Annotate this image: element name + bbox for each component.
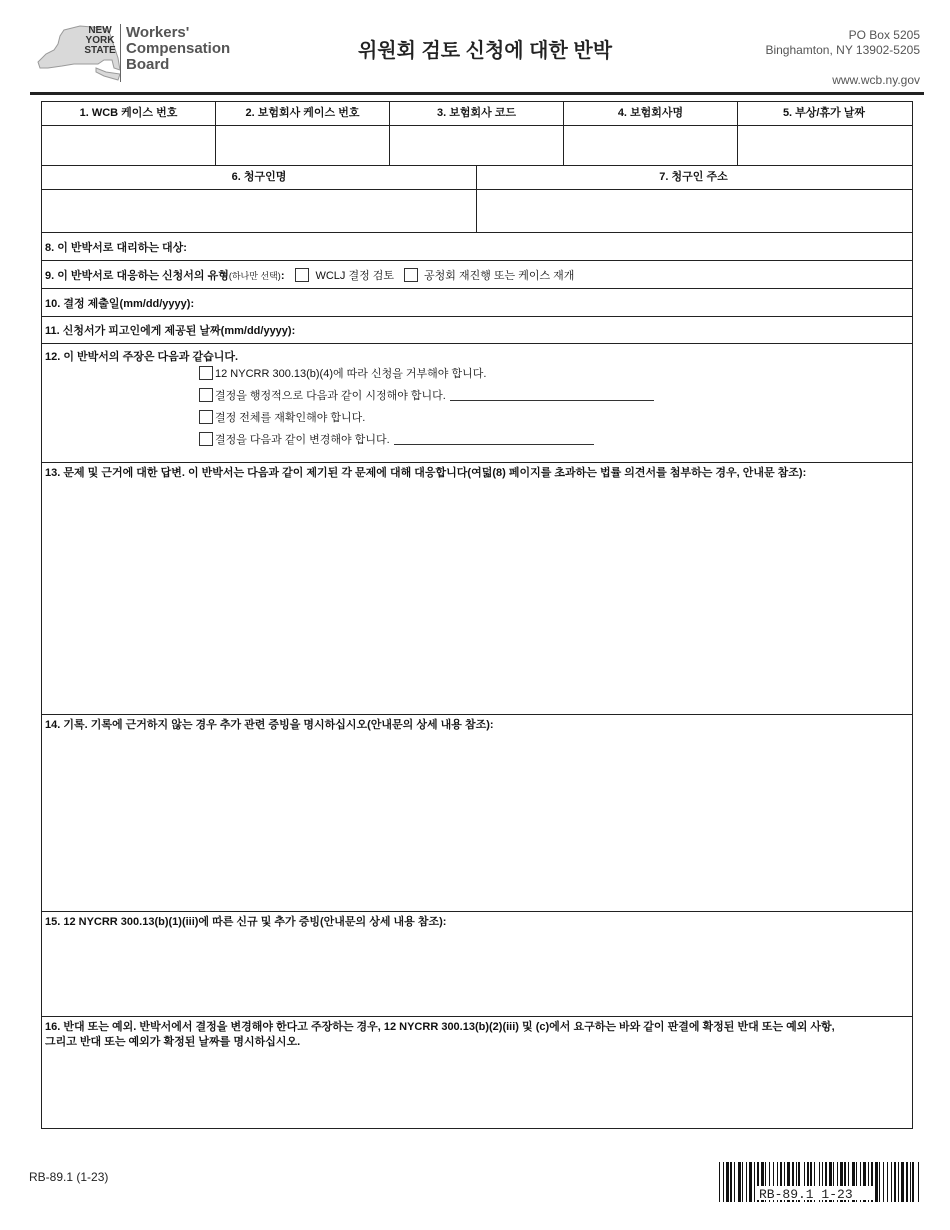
state-line-3: STATE bbox=[84, 45, 116, 56]
argument-option-correct bbox=[42, 384, 912, 406]
claimant-name-field[interactable] bbox=[42, 190, 477, 232]
rehearing-option: 공청회 재진행 또는 케이스 재개 bbox=[424, 269, 575, 282]
state-line-1: NEW bbox=[88, 25, 112, 36]
barcode-bar bbox=[894, 1162, 896, 1202]
row-arguments bbox=[42, 344, 912, 463]
injury-date-field[interactable] bbox=[738, 126, 910, 165]
correct-decision-text: 결정을 행정적으로 다음과 같이 시정해야 합니다. bbox=[215, 390, 446, 402]
correct-decision-checkbox[interactable] bbox=[199, 388, 213, 402]
objections-label-line-2: 그리고 반대 또는 예외가 확정된 날짜를 명시하십시오. bbox=[45, 1036, 301, 1048]
board-name bbox=[126, 25, 230, 73]
application-type-colon: : bbox=[280, 269, 285, 282]
affirm-decision-text: 결정 전체를 재확인해야 합니다. bbox=[215, 412, 366, 424]
application-type-text: 9. 이 반박서로 대응하는 신청서의 유형 bbox=[45, 269, 229, 282]
barcode-bar bbox=[742, 1162, 743, 1202]
affirm-decision-checkbox[interactable] bbox=[199, 410, 213, 424]
row-claimant-headers bbox=[42, 166, 912, 190]
carrier-case-number-field[interactable] bbox=[216, 126, 390, 165]
barcode-bar bbox=[723, 1162, 724, 1202]
form-title: 위원회 검토 신청에 대한 반박 bbox=[357, 40, 613, 62]
header-rule bbox=[30, 92, 924, 95]
objections-label-line-1: 16. 반대 또는 예외. 반박서에서 결정을 변경해야 한다고 주장하는 경우, 12 NYCRR 300.13(b)(2)(iii) 및 (c)에서 요구하는 바와 같이 판결에 확정된 반대 또는 예외 사항, bbox=[45, 1021, 835, 1033]
row-represented-party[interactable] bbox=[42, 233, 912, 261]
modify-decision-blank[interactable] bbox=[394, 434, 594, 445]
injury-date-label: 5. 부상/휴가 날짜 bbox=[782, 107, 866, 119]
row-claimant-fields bbox=[42, 190, 912, 233]
state-wordmark bbox=[78, 26, 122, 56]
wclj-review-checkbox[interactable] bbox=[295, 268, 309, 282]
carrier-name-field[interactable] bbox=[564, 126, 738, 165]
wcb-case-number-field[interactable] bbox=[42, 126, 216, 165]
board-line-3: Board bbox=[126, 56, 170, 73]
address-line-1: PO Box 5205 bbox=[848, 28, 920, 42]
barcode-bar bbox=[883, 1162, 884, 1202]
row-case-headers bbox=[42, 102, 912, 126]
select-one-note: (하나만 선택) bbox=[228, 270, 281, 281]
claimant-address-field[interactable] bbox=[477, 190, 910, 232]
row-record[interactable] bbox=[42, 715, 912, 912]
row-new-evidence[interactable] bbox=[42, 912, 912, 1017]
form-header bbox=[0, 0, 950, 96]
arguments-label: 12. 이 반박서의 주장은 다음과 같습니다. bbox=[45, 351, 239, 363]
application-type-label bbox=[42, 267, 287, 283]
logo-divider bbox=[120, 24, 121, 82]
carrier-name-label: 4. 보험회사명 bbox=[564, 102, 738, 125]
nys-wcb-logo bbox=[34, 24, 244, 86]
argument-option-modify bbox=[42, 428, 912, 450]
carrier-code-field[interactable] bbox=[390, 126, 564, 165]
argument-option-affirm bbox=[42, 406, 912, 428]
barcode-bar bbox=[875, 1162, 878, 1202]
modify-decision-checkbox[interactable] bbox=[199, 432, 213, 446]
barcode-bar bbox=[887, 1162, 888, 1202]
issues-response-label: 13. 문제 및 근거에 대한 답변. 이 반박서는 다음과 같이 제기된 각 문제에 대해 대응합니다(여덟(8) 페이지를 초과하는 법률 의견서를 첨부하는 경우, 안내문 참조): bbox=[45, 467, 807, 479]
deny-application-text: 12 NYCRR 300.13(b)(4)에 따라 신청을 거부해야 합니다. bbox=[215, 368, 487, 380]
rebuttal-form bbox=[41, 101, 913, 1129]
barcode-bar bbox=[906, 1162, 908, 1202]
row-application-served-date[interactable] bbox=[42, 317, 912, 344]
form-id: RB-89.1 (1-23) bbox=[29, 1170, 109, 1184]
barcode-text: RB-89.1 1-23 bbox=[759, 1187, 853, 1202]
barcode-bar bbox=[719, 1162, 720, 1202]
board-line-1: Workers' bbox=[126, 24, 190, 41]
decision-filed-date-label: 10. 결정 제출일(mm/dd/yyyy): bbox=[45, 297, 195, 310]
row-objections[interactable] bbox=[42, 1017, 912, 1128]
barcode-bar bbox=[912, 1162, 914, 1202]
website-link[interactable]: www.wcb.ny.gov bbox=[832, 73, 920, 87]
new-evidence-label: 15. 12 NYCRR 300.13(b)(1)(iii)에 따른 신규 및 추가 증빙(안내문의 상세 내용 참조): bbox=[45, 916, 447, 928]
mailing-address bbox=[765, 28, 920, 58]
barcode-bar bbox=[754, 1162, 755, 1202]
carrier-case-number-label: 2. 보험회사 케이스 번호 bbox=[216, 102, 390, 125]
form-barcode bbox=[719, 1162, 919, 1202]
wcb-case-number-label: 1. WCB 케이스 번호 bbox=[42, 102, 216, 125]
barcode-bar bbox=[738, 1162, 741, 1202]
deny-application-checkbox[interactable] bbox=[199, 366, 213, 380]
argument-option-deny bbox=[42, 362, 912, 384]
barcode-bar bbox=[918, 1162, 919, 1202]
row-case-fields bbox=[42, 126, 912, 166]
represented-party-label: 8. 이 반박서로 대리하는 대상: bbox=[45, 241, 187, 254]
record-label: 14. 기록. 기록에 근거하지 않는 경우 추가 관련 증빙을 명시하십시오(안내문의 상세 내용 참조): bbox=[45, 719, 494, 731]
row-issues-response[interactable] bbox=[42, 463, 912, 715]
row-application-type bbox=[42, 261, 912, 289]
address-line-2: Binghamton, NY 13902-5205 bbox=[765, 43, 920, 57]
barcode-bar bbox=[879, 1162, 880, 1202]
wclj-review-option: WCLJ 결정 검토 bbox=[315, 269, 395, 282]
application-served-date-label: 11. 신청서가 피고인에게 제공된 날짜(mm/dd/yyyy): bbox=[45, 325, 296, 337]
barcode-bar bbox=[749, 1162, 752, 1202]
barcode-bar bbox=[746, 1162, 747, 1202]
row-decision-filed-date[interactable] bbox=[42, 289, 912, 317]
barcode-bar bbox=[726, 1162, 729, 1202]
claimant-address-label: 7. 청구인 주소 bbox=[659, 171, 728, 183]
barcode-bar bbox=[730, 1162, 732, 1202]
carrier-code-label: 3. 보험회사 코드 bbox=[390, 102, 564, 125]
rehearing-checkbox[interactable] bbox=[404, 268, 418, 282]
correct-decision-blank[interactable] bbox=[450, 390, 654, 401]
modify-decision-text: 결정을 다음과 같이 변경해야 합니다. bbox=[215, 434, 390, 446]
claimant-name-label: 6. 청구인명 bbox=[42, 166, 477, 189]
barcode-bar bbox=[910, 1162, 911, 1202]
board-line-2: Compensation bbox=[126, 40, 231, 57]
barcode-bar bbox=[898, 1162, 899, 1202]
state-line-2: YORK bbox=[85, 35, 115, 46]
barcode-bar bbox=[734, 1162, 735, 1202]
barcode-bar bbox=[891, 1162, 892, 1202]
barcode-bar bbox=[901, 1162, 904, 1202]
